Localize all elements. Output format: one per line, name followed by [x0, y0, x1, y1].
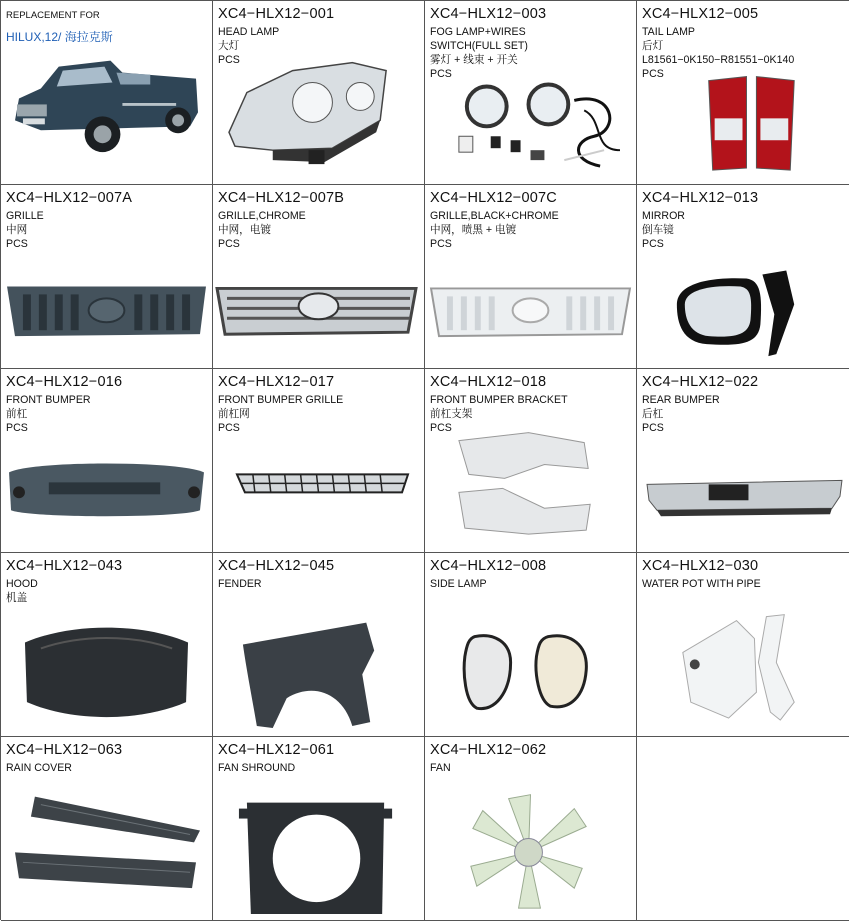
desc-line: 中网，电镀: [218, 224, 271, 236]
desc-line: FRONT BUMPER BRACKET: [430, 394, 568, 406]
head-lamp-icon: [213, 1, 424, 184]
desc-line: 前杠支架: [430, 408, 473, 420]
desc-line: PCS: [430, 238, 452, 250]
desc-line: FOG LAMP+WIRES: [430, 26, 526, 38]
item-cell: [213, 553, 425, 737]
desc-line: FAN SHROUND: [218, 762, 296, 774]
desc-line: 大灯: [218, 40, 240, 52]
item-cell: [1, 369, 213, 553]
desc-line: PCS: [218, 238, 240, 250]
desc-line: GRILLE: [6, 210, 44, 222]
desc-line: HEAD LAMP: [218, 26, 280, 38]
desc-line: 后灯: [642, 40, 664, 52]
desc-line: 中网: [6, 224, 28, 236]
water-pot-icon: [637, 553, 849, 736]
fan-shroud-icon: [213, 737, 424, 920]
part-code: XC4−HLX12−016: [6, 374, 123, 390]
item-cell: [637, 185, 849, 369]
grille-chrome-icon: [213, 185, 424, 368]
desc-line: PCS: [430, 68, 452, 80]
desc-line: PCS: [218, 54, 240, 66]
desc-line: SIDE LAMP: [430, 578, 487, 590]
part-code: XC4−HLX12−022: [642, 374, 759, 390]
part-code: XC4−HLX12−017: [218, 374, 335, 390]
desc-line: 机盖: [6, 592, 28, 604]
fender-icon: [213, 553, 424, 736]
side-lamp-icon: [425, 553, 636, 736]
front-bumper-icon: [1, 369, 212, 552]
part-code: XC4−HLX12−043: [6, 558, 123, 574]
item-cell: [637, 369, 849, 553]
desc-line: 中网，喷黑 + 电镀: [430, 224, 517, 236]
pickup-truck-icon: [1, 1, 212, 184]
part-code: XC4−HLX12−061: [218, 742, 335, 758]
grille-icon: [1, 185, 212, 368]
replacement-for-label: REPLACEMENT FOR: [6, 10, 100, 21]
item-cell: [425, 185, 637, 369]
desc-line: PCS: [430, 422, 452, 434]
fan-icon: [425, 737, 636, 920]
rear-bumper-icon: [637, 369, 849, 552]
mirror-icon: [637, 185, 849, 368]
desc-line: 雾灯 + 线束 + 开关: [430, 54, 518, 66]
desc-line: PCS: [642, 422, 664, 434]
desc-line: REAR BUMPER: [642, 394, 720, 406]
desc-line: WATER POT WITH PIPE: [642, 578, 761, 590]
vehicle-model-label: HILUX,12/ 海拉克斯: [6, 30, 113, 44]
desc-line: 前杠: [6, 408, 28, 420]
desc-line: 前杠网: [218, 408, 250, 420]
desc-line: 倒车镜: [642, 224, 674, 236]
item-cell: [213, 737, 425, 921]
part-code: XC4−HLX12−003: [430, 6, 547, 22]
part-code: XC4−HLX12−001: [218, 6, 335, 22]
desc-line: L81561−0K150−R81551−0K140: [642, 54, 795, 66]
desc-line: FENDER: [218, 578, 262, 590]
desc-line: PCS: [6, 422, 28, 434]
item-cell: [637, 1, 849, 185]
bumper-bracket-icon: [425, 369, 636, 552]
item-cell: [637, 553, 849, 737]
rain-cover-icon: [1, 737, 212, 920]
part-code: XC4−HLX12−007B: [218, 190, 345, 206]
part-code: XC4−HLX12−007A: [6, 190, 133, 206]
item-cell: [1, 185, 213, 369]
desc-line: SWITCH(FULL SET): [430, 40, 528, 52]
part-code: XC4−HLX12−008: [430, 558, 547, 574]
bumper-grille-icon: [213, 369, 424, 552]
part-code: XC4−HLX12−005: [642, 6, 759, 22]
item-cell: [1, 553, 213, 737]
item-cell: [425, 737, 637, 921]
part-code: XC4−HLX12−045: [218, 558, 335, 574]
desc-line: FRONT BUMPER GRILLE: [218, 394, 344, 406]
part-code: XC4−HLX12−063: [6, 742, 123, 758]
desc-line: PCS: [642, 238, 664, 250]
fog-lamp-set-icon: [425, 1, 636, 184]
item-cell: [425, 369, 637, 553]
tail-lamp-icon: [637, 1, 849, 184]
grille-black-chrome-icon: [425, 185, 636, 368]
desc-line: GRILLE,CHROME: [218, 210, 306, 222]
part-code: XC4−HLX12−018: [430, 374, 547, 390]
desc-line: FRONT BUMPER: [6, 394, 91, 406]
desc-line: GRILLE,BLACK+CHROME: [430, 210, 559, 222]
part-code: XC4−HLX12−013: [642, 190, 759, 206]
item-cell: [425, 553, 637, 737]
desc-line: MIRROR: [642, 210, 685, 222]
desc-line: 后杠: [642, 408, 664, 420]
desc-line: HOOD: [6, 578, 38, 590]
empty-cell: [637, 737, 849, 921]
desc-line: PCS: [6, 238, 28, 250]
header-cell: [1, 1, 213, 185]
desc-line: PCS: [218, 422, 240, 434]
desc-line: FAN: [430, 762, 451, 774]
part-code: XC4−HLX12−007C: [430, 190, 557, 206]
hood-icon: [1, 553, 212, 736]
desc-line: PCS: [642, 68, 664, 80]
part-code: XC4−HLX12−062: [430, 742, 547, 758]
item-cell: [213, 369, 425, 553]
desc-line: RAIN COVER: [6, 762, 72, 774]
desc-line: TAIL LAMP: [642, 26, 695, 38]
item-cell: [425, 1, 637, 185]
item-cell: [213, 185, 425, 369]
item-cell: [213, 1, 425, 185]
part-code: XC4−HLX12−030: [642, 558, 759, 574]
item-cell: [1, 737, 213, 921]
